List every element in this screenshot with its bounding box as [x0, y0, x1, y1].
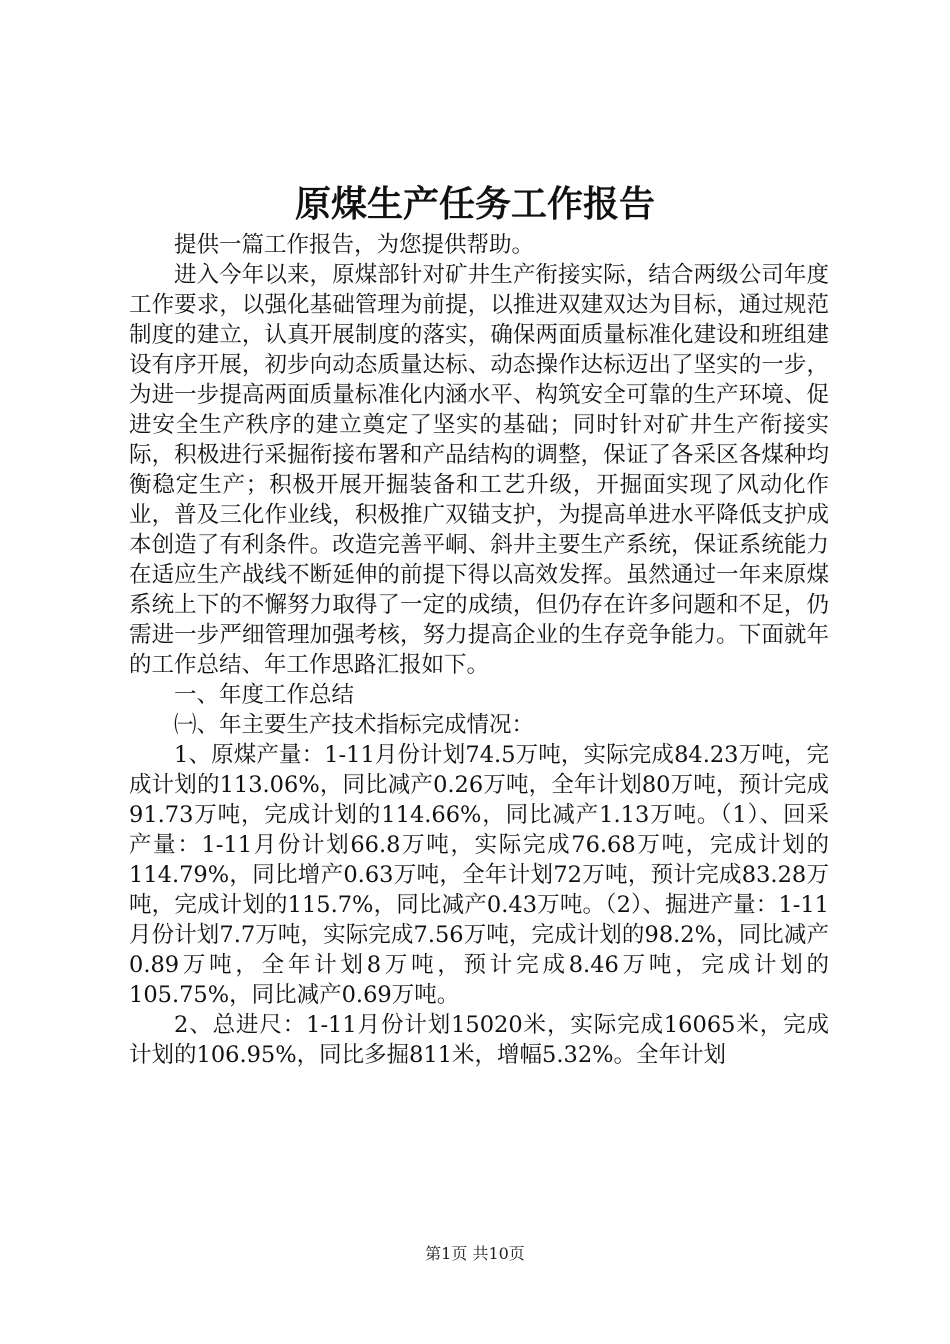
- paragraph-total-footage: 2、总进尺：1-11月份计划15020米，实际完成16065米，完成计划的106.95%，同比多掘811米，增幅5.32%。全年计划: [129, 1012, 829, 1068]
- section-heading: 一、年度工作总结: [174, 682, 355, 708]
- page-footer: 第1页 共10页: [425, 1244, 525, 1263]
- paragraph-intro: 提供一篇工作报告，为您提供帮助。: [174, 232, 535, 258]
- document-title: 原煤生产任务工作报告: [294, 183, 655, 225]
- paragraph-coal-output: 1、原煤产量：1-11月份计划74.5万吨，实际完成84.23万吨，完成计划的113.06%，同比减产0.26万吨，全年计划80万吨，预计完成91.73万吨，完成计划的114.66%，同比减产1.13万吨。（1）、回采产量：1-11月份计划66.8万吨，实际完成76.68万吨，完成计划的114.79%，同比增产0.63万吨，全年计划72万吨，预计完成83.28万吨，完成计划的115.7%，同比减产0.43万吨。（2）、掘进产量：1-11月份计划7.7万吨，实际完成7.56万吨，完成计划的98.2%，同比减产0.89万吨，全年计划8万吨，预计完成8.46万吨，完成计划的105.75%，同比减产0.69万吨。: [129, 742, 829, 1008]
- subsection-heading: ㈠、年主要生产技术指标完成情况：: [174, 712, 535, 738]
- document-body: [129, 230, 829, 1070]
- paragraph-overview: 进入今年以来，原煤部针对矿井生产衔接实际，结合两级公司年度工作要求，以强化基础管理为前提，以推进双建双达为目标，通过规范制度的建立，认真开展制度的落实，确保两面质量标准化建设和班组建设有序开展，初步向动态质量达标、动态操作达标迈出了坚实的一步，为进一步提高两面质量标准化内涵水平、构筑安全可靠的生产环境、促进安全生产秩序的建立奠定了坚实的基础；同时针对矿井生产衔接实际，积极进行采掘衔接布署和产品结构的调整，保证了各采区各煤种均衡稳定生产；积极开展开掘装备和工艺升级，开掘面实现了风动化作业，普及三化作业线，积极推广双锚支护，为提高单进水平降低支护成本创造了有利条件。改造完善平峒、斜井主要生产系统，保证系统能力在适应生产战线不断延伸的前提下得以高效发挥。虽然通过一年来原煤系统上下的不懈努力取得了一定的成绩，但仍存在许多问题和不足，仍需进一步严细管理加强考核，努力提高企业的生存竞争能力。下面就年的工作总结、年工作思路汇报如下。: [129, 262, 829, 678]
